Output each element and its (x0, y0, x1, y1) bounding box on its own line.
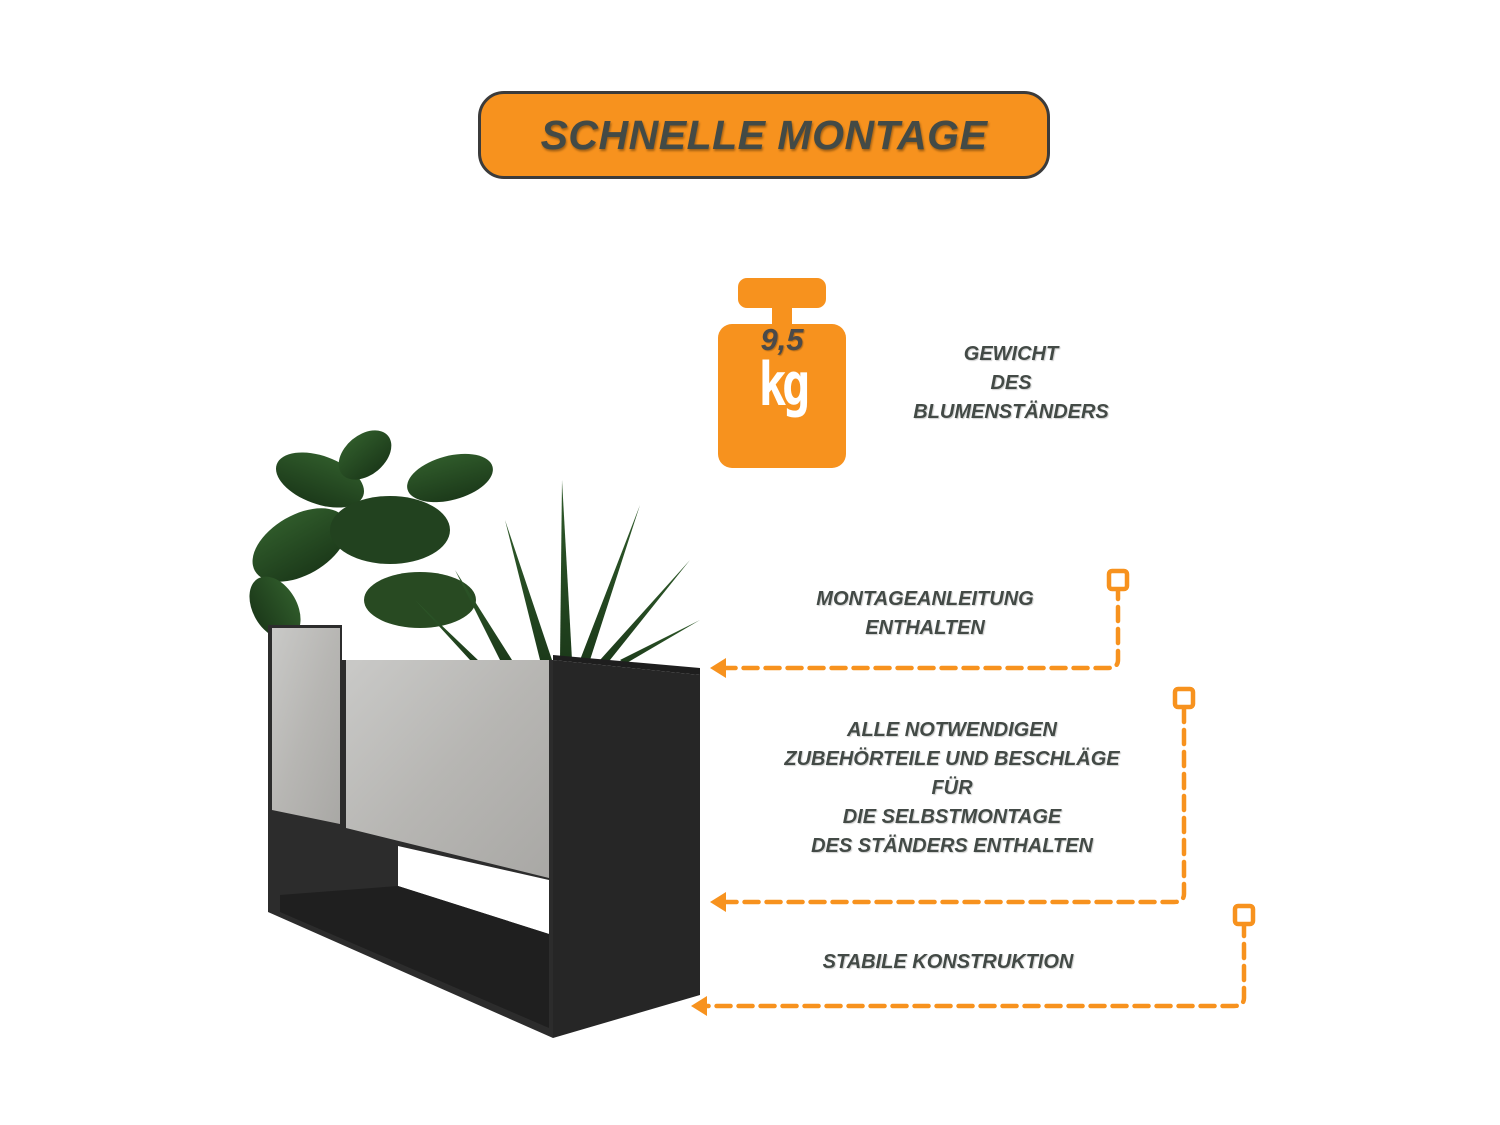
arrowhead-parts (710, 892, 726, 912)
connector-parts-square (1175, 689, 1193, 707)
connector-manual-square (1109, 571, 1127, 589)
banner-title: SCHNELLE MONTAGE (540, 111, 988, 158)
connector-stable-square (1235, 906, 1253, 924)
weight-unit: kg (758, 350, 806, 420)
stable-label: STABILE KONSTRUKTION (822, 951, 1074, 973)
arrowhead-stable (691, 996, 707, 1016)
arrowhead-manual (710, 658, 726, 678)
manual-label: MONTAGEANLEITUNG ENTHALTEN (816, 588, 1034, 639)
parts-label: ALLE NOTWENDIGEN ZUBEHÖRTEILE UND BESCHLÄGE FÜR DIE SELBSTMONTAGE DES STÄNDERS ENTHALTEN (784, 719, 1120, 857)
weight-label: GEWICHT DES BLUMENSTÄNDERS (913, 343, 1109, 423)
weight-value: 9,5 (760, 322, 804, 357)
